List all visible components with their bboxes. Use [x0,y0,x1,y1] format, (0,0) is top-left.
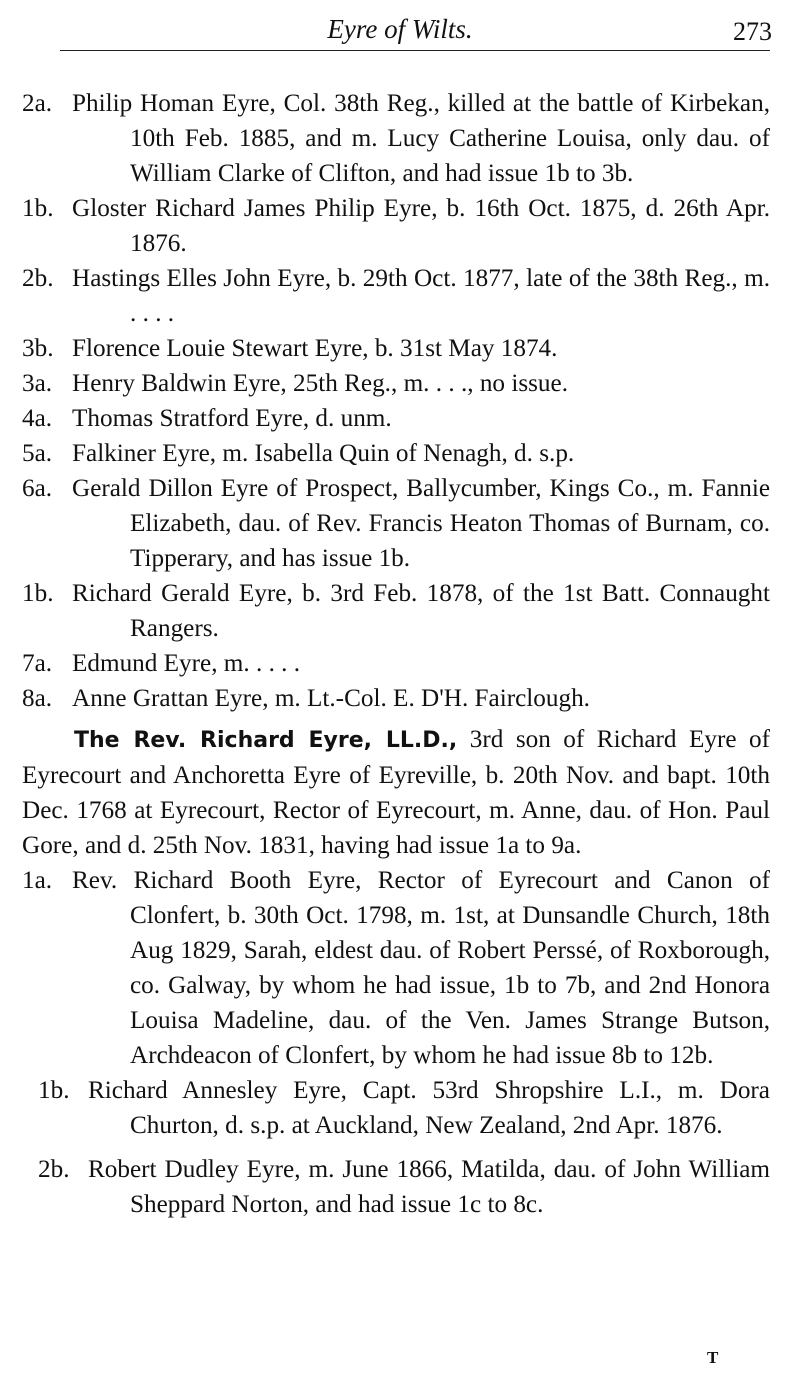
running-title: Eyre of Wilts. [327,14,473,44]
entry-text: Hastings Elles John Eyre, b. 29th Oct. 1877, late of the 38th Reg., m. . . . . [72,265,770,327]
page-body [22,86,770,1222]
entry-text: Henry Baldwin Eyre, 25th Reg., m. . . ., no issue. [72,370,568,397]
entry-marker: 5a. [22,440,53,467]
genealogy-entry [22,646,770,681]
page-header [0,14,800,54]
entry-marker: 7a. [22,650,53,677]
genealogy-entry [22,86,770,191]
signature-mark: T [707,1348,719,1367]
entry-marker: 4a. [22,405,53,432]
entry-marker: 6a. [22,475,53,502]
entry-marker: 8a. [22,685,53,712]
paragraph-text: 3rd son of Richard Eyre of Eyrecourt and Anchoretta Eyre of Eyreville, b. 20th Nov. and bapt. 10th Dec. 1768 at Eyrecourt, Rector of Eyrecourt, m. Anne, dau. of Hon. Paul Gore, and d. 25th Nov. 1831, having had issue 1a to 9a. [22,726,771,859]
page-number: 273 [733,17,772,46]
entry-marker: 2b. [22,265,54,292]
biography-paragraph [22,722,770,863]
genealogy-entry [22,863,770,1073]
header-rule [60,50,770,51]
entry-marker: 3b. [22,335,54,362]
genealogy-entry [22,366,770,401]
entry-text: Falkiner Eyre, m. Isabella Quin of Nenagh, d. s.p. [72,440,575,467]
genealogy-entry [22,331,770,366]
entry-text: Gloster Richard James Philip Eyre, b. 16th Oct. 1875, d. 26th Apr. 1876. [72,195,770,257]
genealogy-entry [22,191,770,261]
entry-marker: 2b. [38,1156,70,1183]
entry-text: Gerald Dillon Eyre of Prospect, Ballycumber, Kings Co., m. Fannie Elizabeth, dau. of Rev. Francis Heaton Thomas of Burnam, co. Tipperary, and has issue 1b. [72,475,770,572]
paragraph-heading: The Rev. Richard Eyre, LL.D., [74,728,458,753]
entry-text: Richard Annesley Eyre, Capt. 53rd Shropshire L.I., m. Dora Churton, d. s.p. at Auckland, New Zealand, 2nd Apr. 1876. [88,1077,770,1139]
entry-marker: 3a. [22,370,53,397]
entry-marker: 1a. [22,867,53,894]
entry-text: Robert Dudley Eyre, m. June 1866, Matilda, dau. of John William Sheppard Norton, and had issue 1c to 8c. [88,1156,770,1218]
genealogy-entry [22,401,770,436]
entry-marker: 1b. [22,580,54,607]
genealogy-entry [22,576,770,646]
entry-marker: 1b. [22,195,54,222]
entry-text: Rev. Richard Booth Eyre, Rector of Eyrecourt and Canon of Clonfert, b. 30th Oct. 1798, m. 1st, at Dunsandle Church, 18th Aug 1829, Sarah, eldest dau. of Robert Perssé, of Roxborough, co. Galway, by whom he had issue, 1b to 7b, and 2nd Honora Louisa Madeline, dau. of the Ven. James Strange Butson, Archdeacon of Clonfert, by whom he had issue 8b to 12b. [72,867,770,1069]
entry-text: Anne Grattan Eyre, m. Lt.-Col. E. D'H. Fairclough. [72,685,590,712]
genealogy-entry [22,1073,770,1143]
genealogy-entry [22,1152,770,1222]
entry-text: Philip Homan Eyre, Col. 38th Reg., killed at the battle of Kirbekan, 10th Feb. 1885, and m. Lucy Catherine Louisa, only dau. of William Clarke of Clifton, and had issue 1b to 3b. [72,90,770,187]
genealogy-entry [22,436,770,471]
entry-text: Edmund Eyre, m. . . . . [72,650,301,677]
genealogy-entry [22,681,770,716]
entry-marker: 1b. [38,1077,70,1104]
entry-text: Thomas Stratford Eyre, d. unm. [72,405,392,432]
entry-marker: 2a. [22,90,53,117]
genealogy-entry [22,471,770,576]
entry-text: Richard Gerald Eyre, b. 3rd Feb. 1878, of the 1st Batt. Connaught Rangers. [72,580,770,642]
entry-text: Florence Louie Stewart Eyre, b. 31st May 1874. [72,335,558,362]
genealogy-entry [22,261,770,331]
